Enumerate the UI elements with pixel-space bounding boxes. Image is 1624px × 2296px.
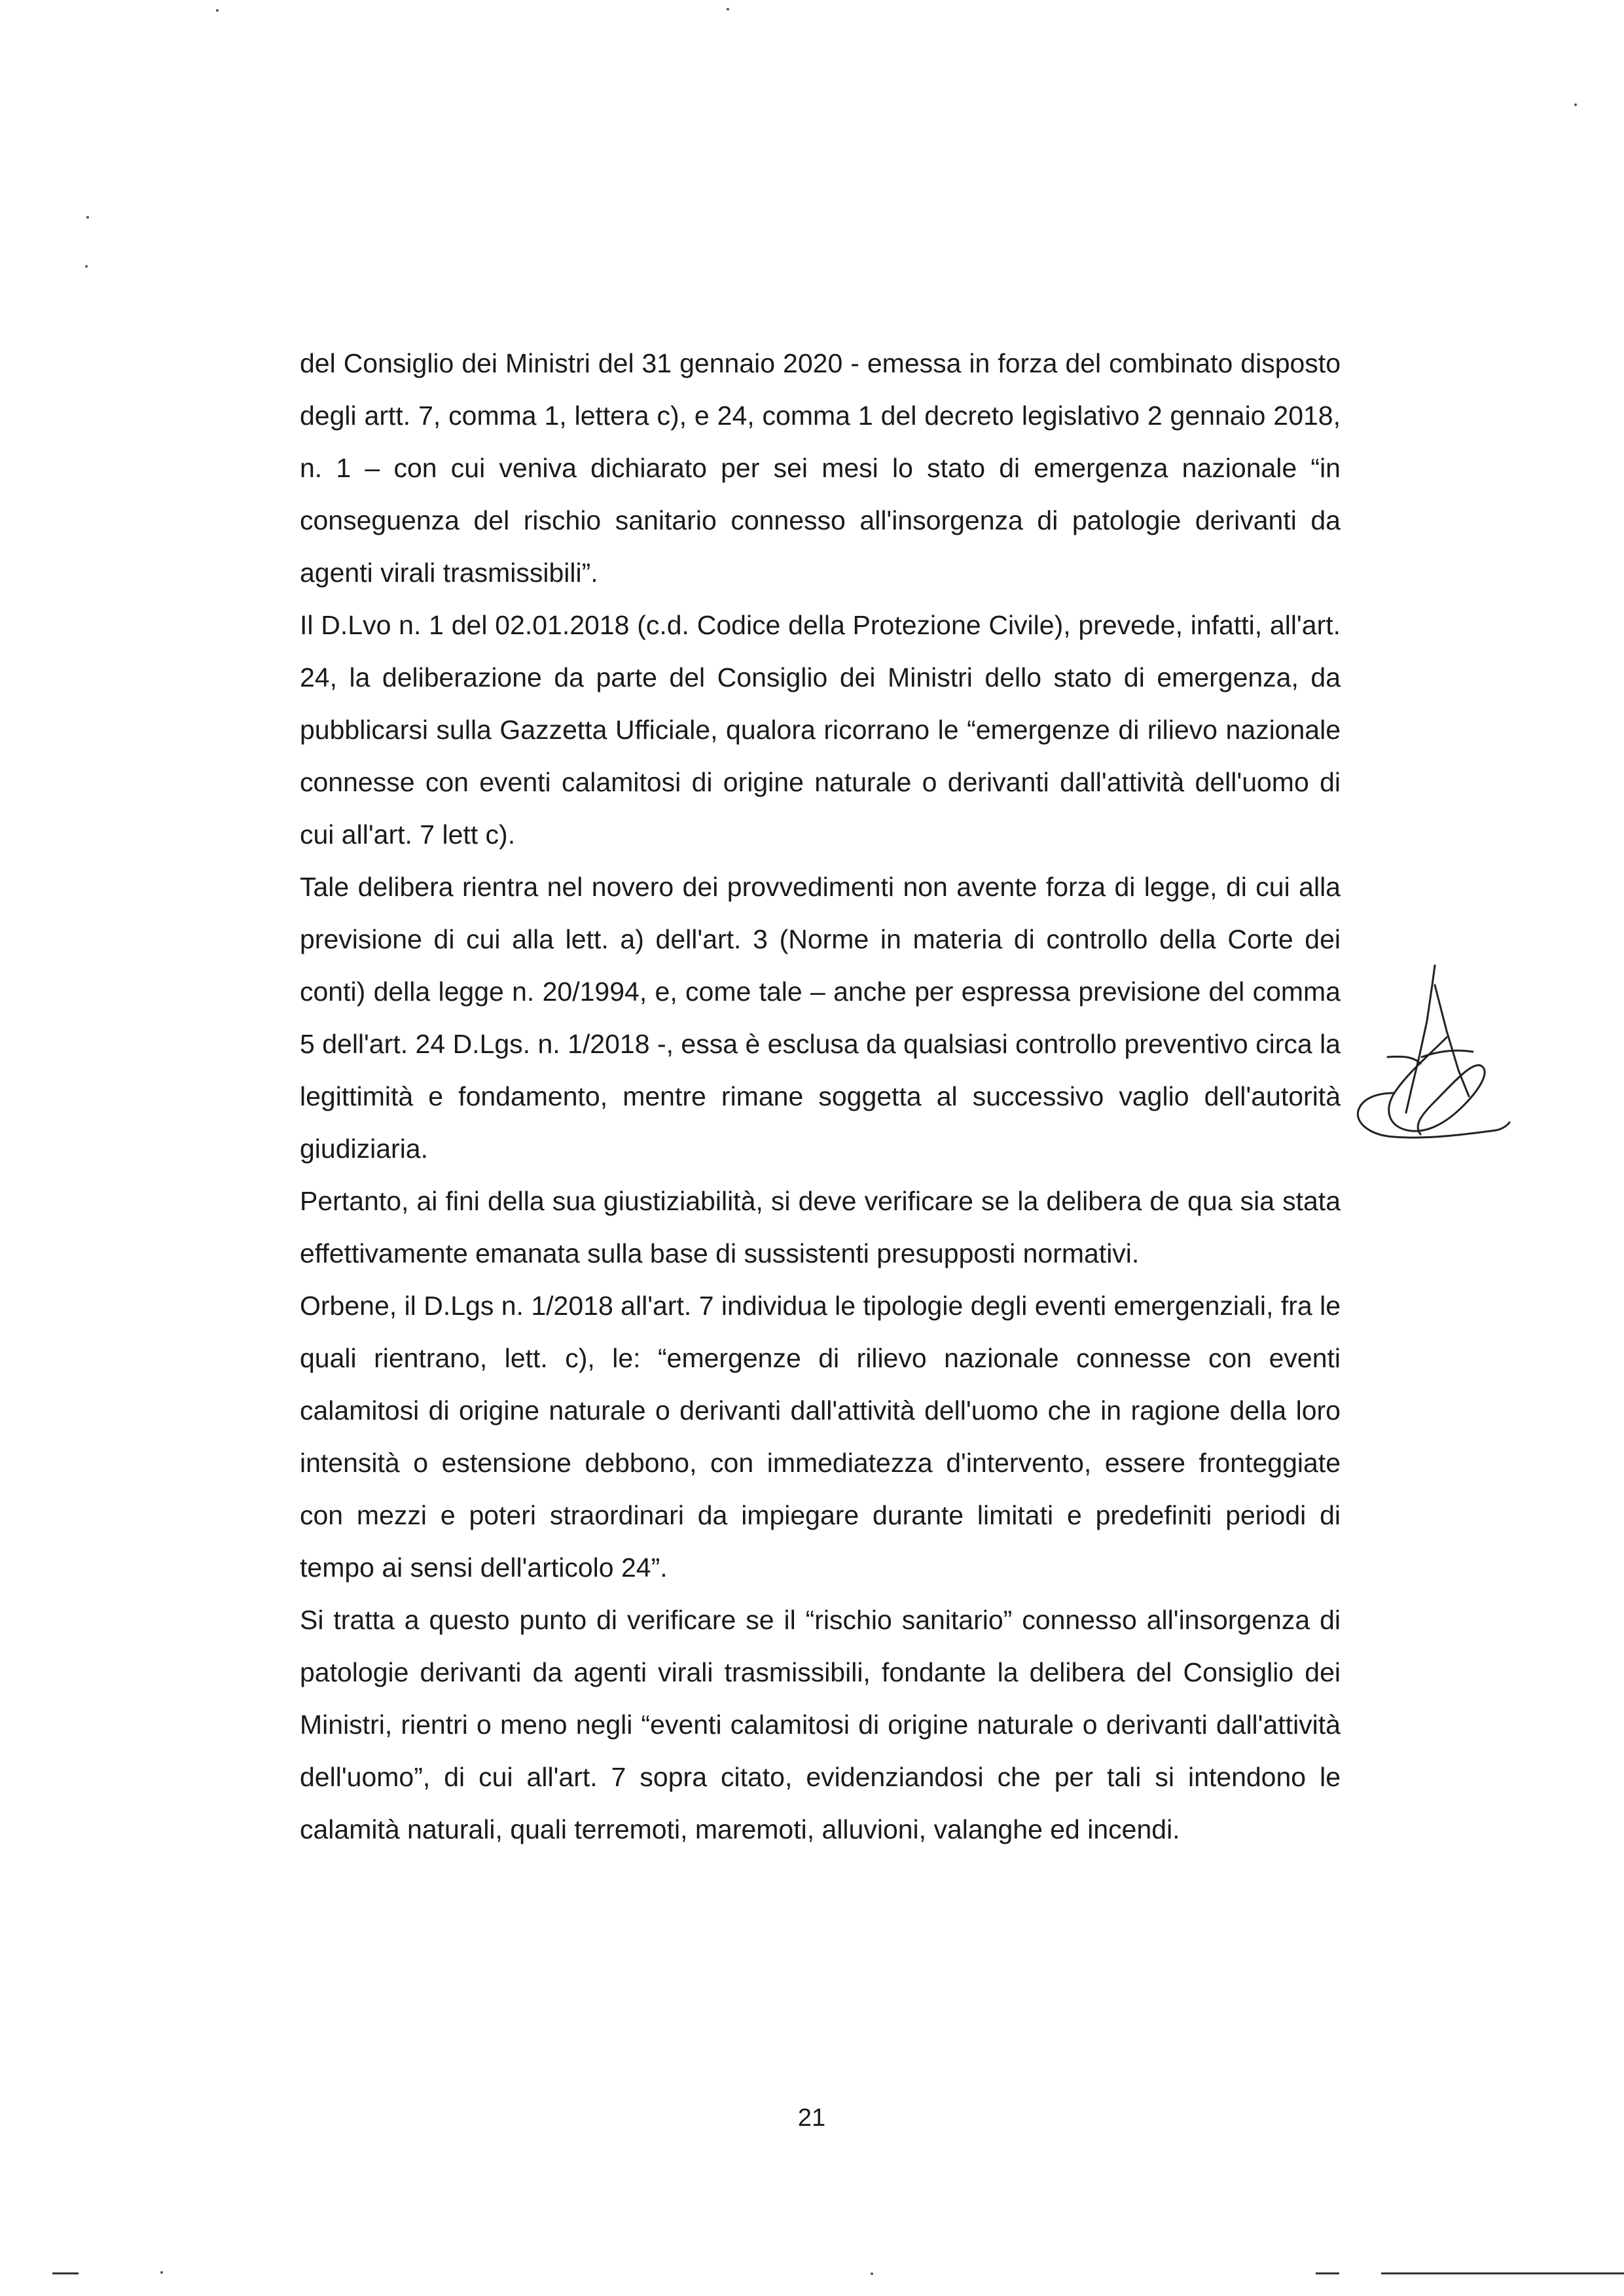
scan-edge-line: [1316, 2272, 1339, 2274]
page-number: 21: [797, 2104, 826, 2132]
paragraph-3: Tale delibera rientra nel novero dei provvedimenti non avente forza di legge, di cui alla previsione di cui alla lett. a) dell'art. 3 (Norme in materia di controllo della Corte dei conti) della legge n. 20/1994, e, come tale – anche per espressa previsione del comma 5 dell'art. 24 D.Lgs. n. 1/2018 -, essa è esclusa da qualsiasi controllo preventivo circa la legittimità e fondamento, mentre rimane soggetta al successivo vaglio dell'autorità giudiziaria.: [300, 872, 1341, 1164]
paragraph-4: Pertanto, ai fini della sua giustiziabilità, si deve verificare se la delibera de qua sia stata effettivamente emanata sulla base di sussistenti presupposti normativi.: [300, 1186, 1341, 1268]
scan-speck: [1574, 103, 1577, 106]
paragraph-1: del Consiglio dei Ministri del 31 gennaio 2020 - emessa in forza del combinato disposto degli artt. 7, comma 1, lettera c), e 24, comma 1 del decreto legislativo 2 gennaio 2018, n. 1 – con cui veniva dichiarato per sei mesi lo stato di emergenza nazionale “in conseguenza del rischio sanitario connesso all'insorgenza di patologie derivanti da agenti virali trasmissibili”.: [300, 348, 1341, 588]
scan-speck: [86, 216, 89, 219]
scan-edge-line: [52, 2272, 79, 2274]
paragraph-6: Si tratta a questo punto di verificare se il “rischio sanitario” connesso all'insorgenza di patologie derivanti da agenti virali trasmissibili, fondante la delibera del Consiglio dei Ministri, rientri o meno negli “eventi calamitosi di origine naturale o derivanti dall'attività dell'uomo”, di cui all'art. 7 sopra citato, evidenziandosi che per tali si intendono le calamità naturali, quali terremoti, maremoti, alluvioni, valanghe ed incendi.: [300, 1605, 1341, 1844]
paragraph-2: Il D.Lvo n. 1 del 02.01.2018 (c.d. Codice della Protezione Civile), prevede, infatti, all'art. 24, la deliberazione da parte del Consiglio dei Ministri dello stato di emergenza, da pubblicarsi sulla Gazzetta Ufficiale, qualora ricorrano le “emergenze di rilievo nazionale connesse con eventi calamitosi di origine naturale o derivanti dall'attività dell'uomo di cui all'art. 7 lett c).: [300, 610, 1341, 850]
signature-icon: [1348, 959, 1519, 1149]
paragraph-5: Orbene, il D.Lgs n. 1/2018 all'art. 7 individua le tipologie degli eventi emergenziali, fra le quali rientrano, lett. c), le: “emergenze di rilievo nazionale connesse con eventi calamitosi di origine naturale o derivanti dall'attività dell'uomo che in ragione della loro intensità o estensione debbono, con immediatezza d'intervento, essere fronteggiate con mezzi e poteri straordinari da impiegare durante limitati e predefiniti periodi di tempo ai sensi dell'articolo 24”.: [300, 1291, 1341, 1583]
scan-speck: [85, 265, 88, 268]
body-text: [300, 337, 1341, 1856]
scan-edge-line: [1381, 2272, 1624, 2274]
scan-speck: [160, 2271, 163, 2274]
scan-speck: [727, 8, 729, 10]
scan-speck: [216, 9, 219, 12]
scan-speck: [871, 2272, 873, 2275]
